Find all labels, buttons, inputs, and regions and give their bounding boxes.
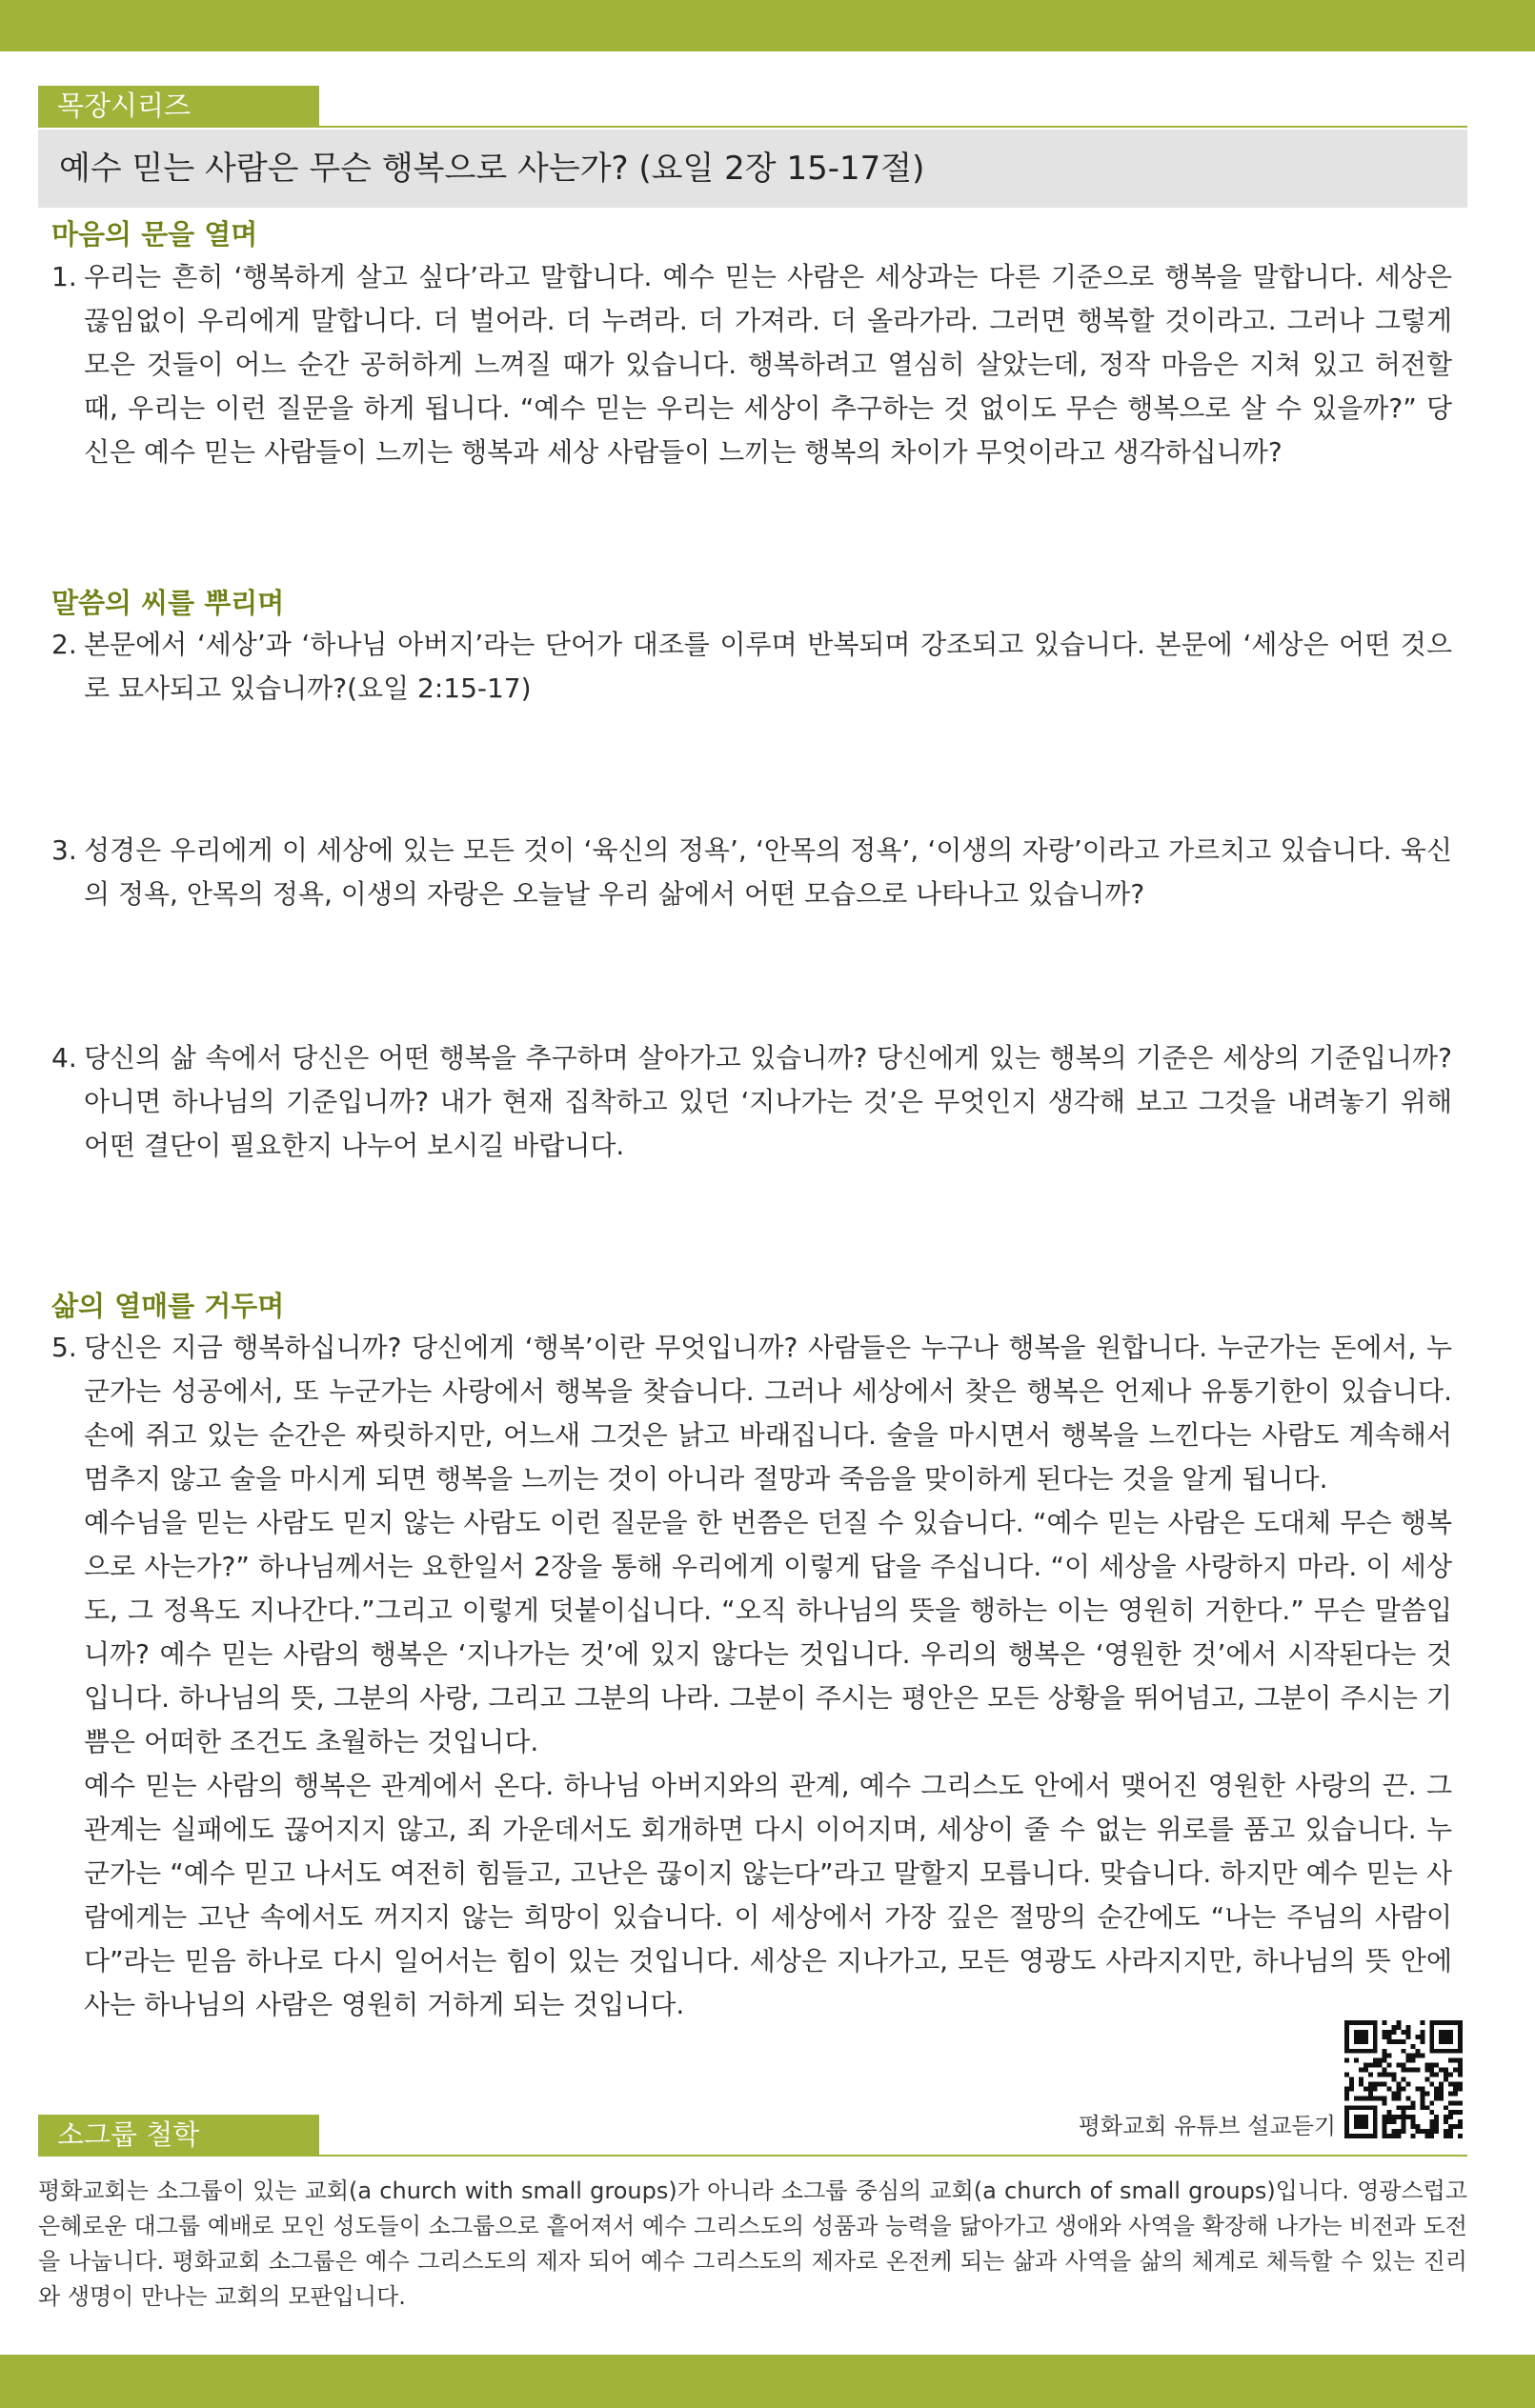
philosophy-rule <box>38 2155 1467 2157</box>
page-title: 예수 믿는 사람은 무슨 행복으로 사는가? (요일 2장 15-17절) <box>38 130 1467 208</box>
youtube-caption: 평화교회 유튜브 설교듣기 <box>1078 2113 1336 2139</box>
qr-code-icon[interactable] <box>1344 2020 1463 2138</box>
section-heading-word: 말씀의 씨를 뿌리며 <box>51 587 285 619</box>
question-4 <box>51 1036 1452 1168</box>
question-3 <box>51 829 1452 916</box>
paragraph: 예수 믿는 사람의 행복은 관계에서 온다. 하나님 아버지와의 관계, 예수 그리스도 안에서 맺어진 영원한 사랑의 끈. 그 관계는 실패에도 끊어지지 않고, 죄 가운데서도 회개하면 다시 이어지며, 세상이 줄 수 없는 위로를 품고 있습니다. 누군가는 “예수 믿고 나서도 여전히 힘들고, 고난은 끊이지 않는다”라고 말할지 모릅니다. 맞습니다. 하지만 예수 믿는 사람에게는 고난 속에서도 꺼지지 않는 희망이 있습니다. 이 세상에서 가장 깊은 절망의 순간에도 “나는 주님의 사람이다”라는 믿음 하나로 다시 일어서는 힘이 있는 것입니다. 세상은 지나가고, 모든 영광도 사라지지만, 하나님의 뜻 안에 사는 하나님의 사람은 영원히 거하게 되는 것입니다. <box>84 1770 1453 2020</box>
section-heading-open: 마음의 문을 열며 <box>51 218 258 251</box>
bottom-accent-band <box>0 2355 1535 2408</box>
question-number: 5. <box>51 1332 77 1363</box>
philosophy-text: 평화교회는 소그룹이 있는 교회(a church with small groups)가 아니라 소그룹 중심의 교회(a church of small groups)입니다. 영광스럽고 은혜로운 대그룹 예배로 모인 성도들이 소그룹으로 흩어져서 예수 그리스도의 성품과 능력을 닮아가고 생애와 사역을 확장해 나가는 비전과 도전을 나눕니다. 평화교회 소그룹은 예수 그리스도의 제자 되어 예수 그리스도의 제자로 온전케 되는 삶과 사역을 삶의 체계로 체득할 수 있는 진리와 생명이 만나는 교회의 모판입니다. <box>38 2177 1467 2310</box>
paragraph: 당신은 지금 행복하십니까? 당신에게 ‘행복’이란 무엇입니까? 사람들은 누구나 행복을 원합니다. 누군가는 돈에서, 누군가는 성공에서, 또 누군가는 사랑에서 행복을 찾습니다. 그러나 세상에서 찾은 행복은 언제나 유통기한이 있습니다. 손에 쥐고 있는 순간은 짜릿하지만, 어느새 그것은 낡고 바래집니다. 술을 마시면서 행복을 느낀다는 사람도 계속해서 멈추지 않고 술을 마시게 되면 행복을 느끼는 것이 아니라 절망과 죽음을 맞이하게 된다는 것을 알게 됩니다. <box>84 1332 1452 1495</box>
question-5 <box>51 1326 1452 2027</box>
question-1 <box>51 255 1452 474</box>
section-heading-fruit: 삶의 열매를 거두며 <box>51 1290 285 1322</box>
top-accent-band <box>0 0 1535 51</box>
question-number: 3. <box>51 834 77 866</box>
philosophy-tag: 소그룹 철학 <box>38 2115 319 2155</box>
series-tag: 목장시리즈 <box>38 86 319 126</box>
question-number: 1. <box>51 261 77 292</box>
paragraph: 예수님을 믿는 사람도 믿지 않는 사람도 이런 질문을 한 번쯤은 던질 수 있습니다. “예수 믿는 사람은 도대체 무슨 행복으로 사는가?” 하나님께서는 요한일서 2장을 통해 우리에게 이렇게 답을 주십니다. “이 세상을 사랑하지 마라. 이 세상도, 그 정욕도 지나간다.”그리고 이렇게 덧붙이십니다. “오직 하나님의 뜻을 행하는 이는 영원히 거한다.” 무슨 말씀입니까? 예수 믿는 사람의 행복은 ‘지나가는 것’에 있지 않다는 것입니다. 우리의 행복은 ‘영원한 것’에서 시작된다는 것입니다. 하나님의 뜻, 그분의 사랑, 그리고 그분의 나라. 그분이 주시는 평안은 모든 상황을 뛰어넘고, 그분이 주시는 기쁨은 어떠한 조건도 초월하는 것입니다. <box>84 1507 1452 1757</box>
question-number: 2. <box>51 629 77 660</box>
question-text: 본문에서 ‘세상’과 ‘하나님 아버지’라는 단어가 대조를 이루며 반복되며 강조되고 있습니다. 본문에 ‘세상은 어떤 것으로 묘사되고 있습니까?(요일 2:15-17) <box>84 629 1452 704</box>
question-text: 당신의 삶 속에서 당신은 어떤 행복을 추구하며 살아가고 있습니까? 당신에게 있는 행복의 기준은 세상의 기준입니까? 아니면 하나님의 기준입니까? 내가 현재 집착하고 있던 ‘지나가는 것’은 무엇인지 생각해 보고 그것을 내려놓기 위해 어떤 결단이 필요한지 나누어 보시길 바랍니다. <box>84 1042 1452 1161</box>
question-number: 4. <box>51 1042 77 1074</box>
question-text <box>84 1326 1452 2027</box>
question-text: 성경은 우리에게 이 세상에 있는 모든 것이 ‘육신의 정욕’, ‘안목의 정욕’, ‘이생의 자랑’이라고 가르치고 있습니다. 육신의 정욕, 안목의 정욕, 이생의 자랑은 오늘날 우리 삶에서 어떤 모습으로 나타나고 있습니까? <box>84 834 1452 910</box>
question-2 <box>51 623 1452 711</box>
question-text: 우리는 흔히 ‘행복하게 살고 싶다’라고 말합니다. 예수 믿는 사람은 세상과는 다른 기준으로 행복을 말합니다. 세상은 끊임없이 우리에게 말합니다. 더 벌어라. 더 누려라. 더 가져라. 더 올라가라. 그러면 행복할 것이라고. 그러나 그렇게 모은 것들이 어느 순간 공허하게 느껴질 때가 있습니다. 행복하려고 열심히 살았는데, 정작 마음은 지쳐 있고 허전할 때, 우리는 이런 질문을 하게 됩니다. “예수 믿는 우리는 세상이 추구하는 것 없이도 무슨 행복으로 살 수 있을까?” 당신은 예수 믿는 사람들이 느끼는 행복과 세상 사람들이 느끼는 행복의 차이가 무엇이라고 생각하십니까? <box>84 261 1452 468</box>
series-rule <box>38 126 1467 128</box>
